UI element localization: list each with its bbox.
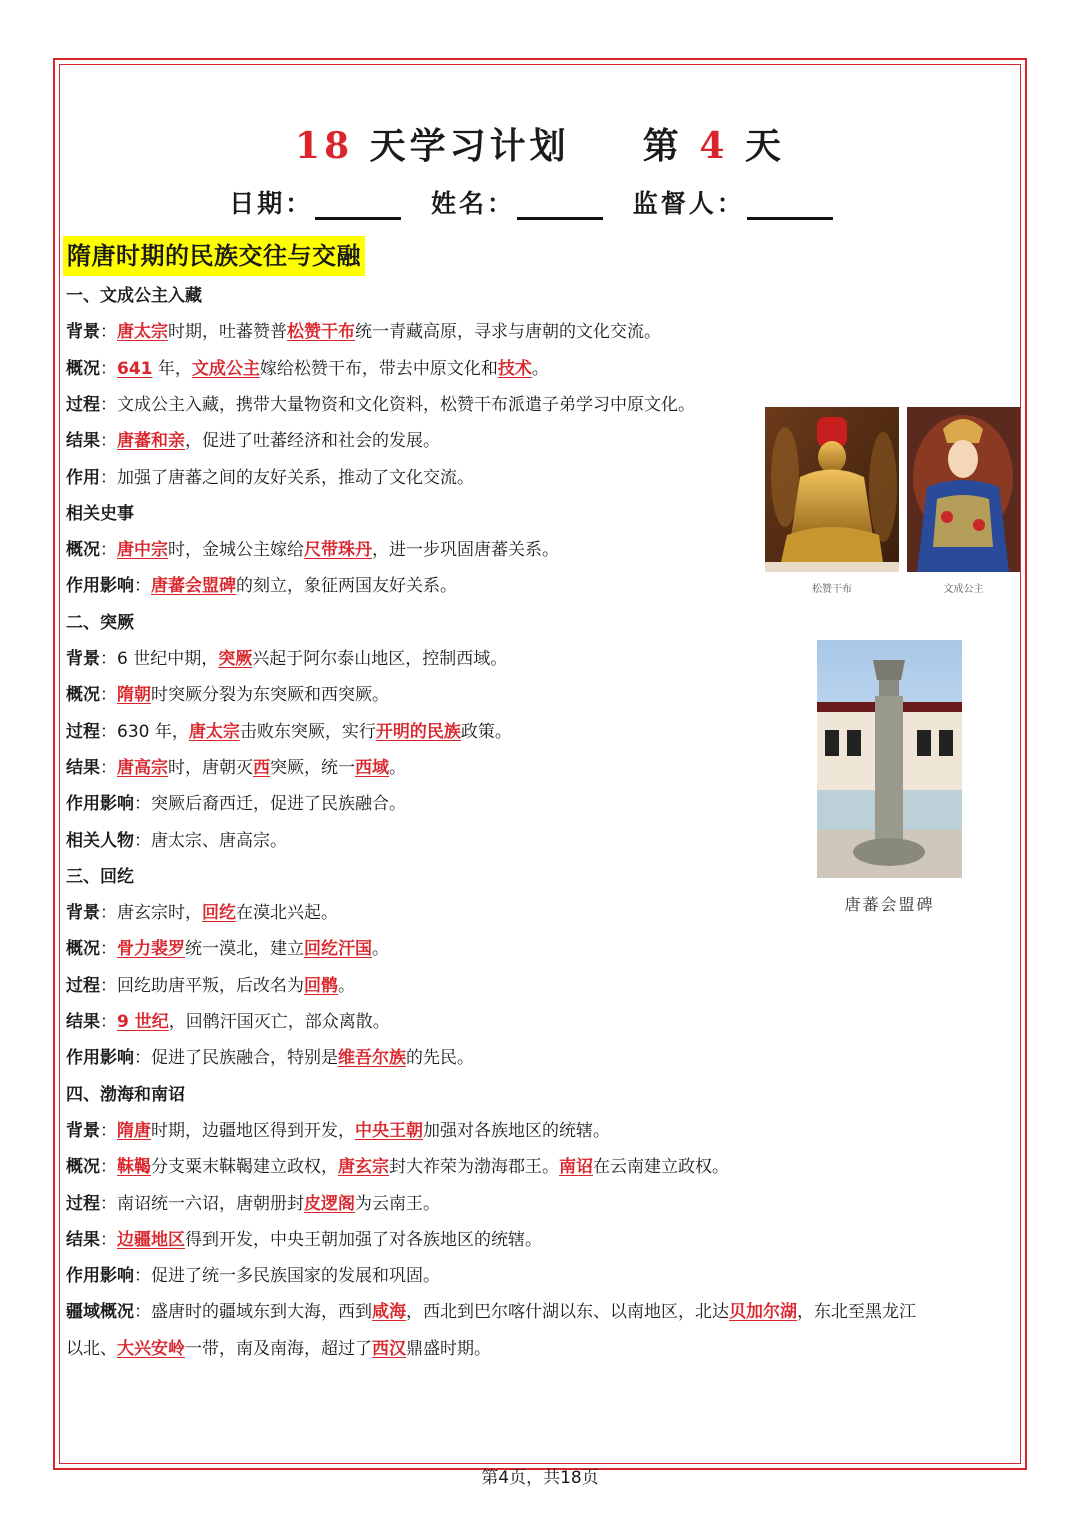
line-text: ： [100, 431, 117, 451]
content-line [66, 720, 512, 744]
songzan-caption: 松赞干布 [812, 584, 852, 595]
line-text: 政策。 [460, 722, 512, 742]
line-text: ：630 年， [100, 722, 189, 742]
content-line [66, 611, 134, 635]
content-line [66, 1228, 542, 1252]
line-text: 时，金城公主嫁给 [168, 540, 304, 560]
key-term: 唐中宗 [117, 540, 168, 560]
key-term: 边疆地区 [117, 1230, 185, 1250]
line-text: 以北、 [66, 1339, 117, 1359]
content-line [66, 466, 474, 490]
content-line [66, 1300, 916, 1324]
key-term: 突厥 [218, 649, 253, 669]
line-text: ：促进了民族融合，特别是 [134, 1048, 338, 1068]
page-number: 第4页，共18页 [481, 1468, 599, 1488]
content-line [66, 647, 507, 671]
line-text: 。 [389, 758, 406, 778]
content-line [66, 1155, 729, 1179]
line-text: ：唐玄宗时， [100, 903, 202, 923]
header-fields [0, 184, 1080, 220]
content-line [66, 1010, 390, 1034]
line-text: ：唐太宗、唐高宗。 [134, 831, 287, 851]
key-term: 大兴安岭 [117, 1339, 185, 1359]
content-line [66, 756, 406, 780]
supervisor-label: 监督人： [632, 189, 745, 218]
songzan-ganbu-statue-image [765, 407, 899, 572]
line-text: 得到开发，中央王朝加强了对各族地区的统辖。 [185, 1230, 542, 1250]
line-text: 分支粟末靺鞨建立政权， [151, 1157, 338, 1177]
key-term: 隋朝 [117, 685, 151, 705]
key-term: 西汉 [372, 1339, 406, 1359]
line-text: ： [100, 1121, 117, 1141]
line-label: 背景 [66, 322, 100, 342]
stele-caption: 唐蕃会盟碑 [844, 895, 935, 914]
key-term: 中央王朝 [355, 1121, 423, 1141]
line-text: ：6 世纪中期， [100, 649, 219, 669]
key-term: 唐太宗 [188, 722, 240, 742]
line-label: 作用 [66, 468, 100, 488]
line-text: 的刻立，象征两国友好关系。 [236, 576, 457, 596]
content-line [66, 538, 559, 562]
content-line [66, 792, 406, 816]
key-term: 641 [117, 359, 153, 379]
content-line [66, 393, 695, 417]
line-label: 疆域概况 [66, 1302, 134, 1322]
wencheng-caption: 文成公主 [943, 584, 984, 595]
line-label: 背景 [66, 903, 100, 923]
content-line [66, 683, 389, 707]
line-text: 的先民。 [406, 1048, 474, 1068]
content-line [66, 574, 457, 598]
tangfan-stele-image [817, 640, 962, 878]
content-line [66, 901, 338, 925]
content-line [66, 502, 134, 526]
title-plan-text: 天学习计划 [369, 125, 570, 167]
line-text: ： [100, 322, 117, 342]
line-label: 结果 [66, 758, 100, 778]
key-term: 松赞干布 [287, 322, 355, 342]
key-term: 9 世纪 [117, 1012, 169, 1032]
line-text: ：促进了统一多民族国家的发展和巩固。 [134, 1266, 440, 1286]
content-line [66, 320, 661, 344]
name-label: 姓名： [430, 189, 515, 218]
line-label: 作用影响 [66, 794, 134, 814]
line-text: 在云南建立政权。 [593, 1157, 729, 1177]
line-text: ： [100, 540, 117, 560]
line-label: 过程 [66, 1194, 100, 1214]
key-term: 唐蕃和亲 [117, 431, 185, 451]
line-text: ，东北至黑龙江 [797, 1302, 916, 1322]
key-term: 西 [253, 758, 270, 778]
line-label: 背景 [66, 1121, 100, 1141]
line-text: 统一漠北，建立 [185, 939, 304, 959]
line-label: 一、文成公主入藏 [66, 286, 202, 306]
line-label: 概况 [66, 359, 100, 379]
name-blank[interactable] [517, 191, 603, 220]
line-text: ，西北到巴尔喀什湖以东、以南地区，北达 [406, 1302, 729, 1322]
key-term: 唐蕃会盟碑 [151, 576, 236, 596]
line-text: 兴起于阿尔泰山地区，控制西域。 [252, 649, 508, 669]
line-text: ： [100, 758, 117, 778]
line-text: 一带，南及南海，超过了 [185, 1339, 372, 1359]
content-line [66, 1083, 185, 1107]
date-label: 日期： [229, 189, 314, 218]
line-label: 概况 [66, 685, 100, 705]
line-label: 过程 [66, 722, 100, 742]
line-text: ，促进了吐蕃经济和社会的发展。 [185, 431, 440, 451]
key-term: 唐高宗 [117, 758, 168, 778]
line-text: 年， [152, 359, 192, 379]
wencheng-statue-image [907, 407, 1020, 572]
content-line [66, 1337, 491, 1361]
line-label: 结果 [66, 1012, 100, 1032]
line-text: 。 [531, 359, 549, 379]
content-line [66, 1046, 474, 1070]
line-text: 时期，边疆地区得到开发， [151, 1121, 355, 1141]
line-label: 三、回纥 [66, 867, 134, 887]
key-term: 回纥汗国 [304, 939, 372, 959]
line-text: ：回纥助唐平叛，后改名为 [100, 976, 304, 996]
content-line [66, 357, 549, 381]
key-term: 贝加尔湖 [729, 1302, 797, 1322]
key-term: 咸海 [372, 1302, 406, 1322]
title-day-number: 4 [699, 125, 729, 167]
key-term: 回纥 [202, 903, 236, 923]
line-label: 作用影响 [66, 1048, 134, 1068]
line-label: 过程 [66, 976, 100, 996]
date-blank[interactable] [315, 191, 401, 220]
line-text: ：文成公主入藏，携带大量物资和文化资料，松赞干布派遣子弟学习中原文化。 [100, 395, 695, 415]
stele-photo [817, 640, 962, 878]
line-text: ，进一步巩固唐蕃关系。 [372, 540, 559, 560]
line-label: 作用影响 [66, 1266, 134, 1286]
line-text: ： [100, 1157, 117, 1177]
line-label: 结果 [66, 431, 100, 451]
key-term: 唐太宗 [117, 322, 168, 342]
line-text: ： [134, 576, 151, 596]
key-term: 回鹘 [304, 976, 338, 996]
content-line [66, 937, 389, 961]
key-term: 靺鞨 [117, 1157, 151, 1177]
line-text: ： [100, 939, 117, 959]
key-term: 尺带珠丹 [304, 540, 372, 560]
line-label: 作用影响 [66, 576, 134, 596]
line-text: ：南诏统一六诏，唐朝册封 [100, 1194, 304, 1214]
key-term: 开明的民族 [375, 722, 461, 742]
line-label: 概况 [66, 1157, 100, 1177]
page-title [0, 118, 1080, 169]
content-line [66, 865, 134, 889]
content-line [66, 974, 355, 998]
line-text: 突厥，统一 [270, 758, 355, 778]
line-text: ：盛唐时的疆域东到大海，西到 [134, 1302, 372, 1322]
key-term: 西域 [355, 758, 389, 778]
line-label: 二、突厥 [66, 613, 134, 633]
line-label: 背景 [66, 649, 100, 669]
line-text: 在漠北兴起。 [236, 903, 338, 923]
line-text: 时，唐朝灭 [168, 758, 253, 778]
line-text: 鼎盛时期。 [406, 1339, 491, 1359]
line-text: 时突厥分裂为东突厥和西突厥。 [151, 685, 389, 705]
line-text: 。 [372, 939, 389, 959]
line-text: 击败东突厥，实行 [239, 722, 376, 742]
content-line [66, 1119, 610, 1143]
line-text: ： [100, 1230, 117, 1250]
content-line [66, 429, 440, 453]
line-text: 为云南王。 [355, 1194, 440, 1214]
key-term: 文成公主 [191, 359, 260, 379]
line-text: 时期，吐蕃赞普 [168, 322, 287, 342]
line-text: ：加强了唐蕃之间的友好关系，推动了文化交流。 [100, 468, 474, 488]
line-text: 统一青藏高原，寻求与唐朝的文化交流。 [355, 322, 661, 342]
line-text: 嫁给松赞干布，带去中原文化和 [259, 359, 498, 379]
supervisor-blank[interactable] [747, 191, 833, 220]
section-title: 隋唐时期的民族交往与交融 [63, 236, 365, 276]
line-text: 封大祚荣为渤海郡王。 [389, 1157, 559, 1177]
title-day-suffix: 天 [744, 125, 785, 167]
line-label: 概况 [66, 939, 100, 959]
line-label: 过程 [66, 395, 100, 415]
line-label: 相关人物 [66, 831, 134, 851]
content-line [66, 1264, 440, 1288]
content-line [66, 829, 287, 853]
key-term: 维吾尔族 [338, 1048, 406, 1068]
key-term: 骨力裴罗 [117, 939, 185, 959]
title-plan-number: 18 [295, 125, 354, 167]
line-text: 。 [338, 976, 355, 996]
key-term: 皮逻阁 [304, 1194, 355, 1214]
content-line [66, 284, 202, 308]
key-term: 唐玄宗 [338, 1157, 389, 1177]
title-day-prefix: 第 [642, 125, 683, 167]
key-term: 技术 [497, 359, 532, 379]
line-label: 四、渤海和南诏 [66, 1085, 185, 1105]
content-line [66, 1192, 440, 1216]
line-text: 加强对各族地区的统辖。 [423, 1121, 610, 1141]
line-label: 相关史事 [66, 504, 134, 524]
line-text: ： [100, 1012, 117, 1032]
line-text: ：突厥后裔西迁，促进了民族融合。 [134, 794, 406, 814]
line-label: 概况 [66, 540, 100, 560]
line-text: ： [100, 685, 117, 705]
songzan-ganbu-photo [765, 407, 899, 572]
key-term: 隋唐 [117, 1121, 151, 1141]
key-term: 南诏 [559, 1157, 593, 1177]
line-text: ，回鹘汗国灭亡，部众离散。 [168, 1012, 390, 1032]
wencheng-photo [907, 407, 1020, 572]
line-text: ： [100, 359, 117, 379]
line-label: 结果 [66, 1230, 100, 1250]
